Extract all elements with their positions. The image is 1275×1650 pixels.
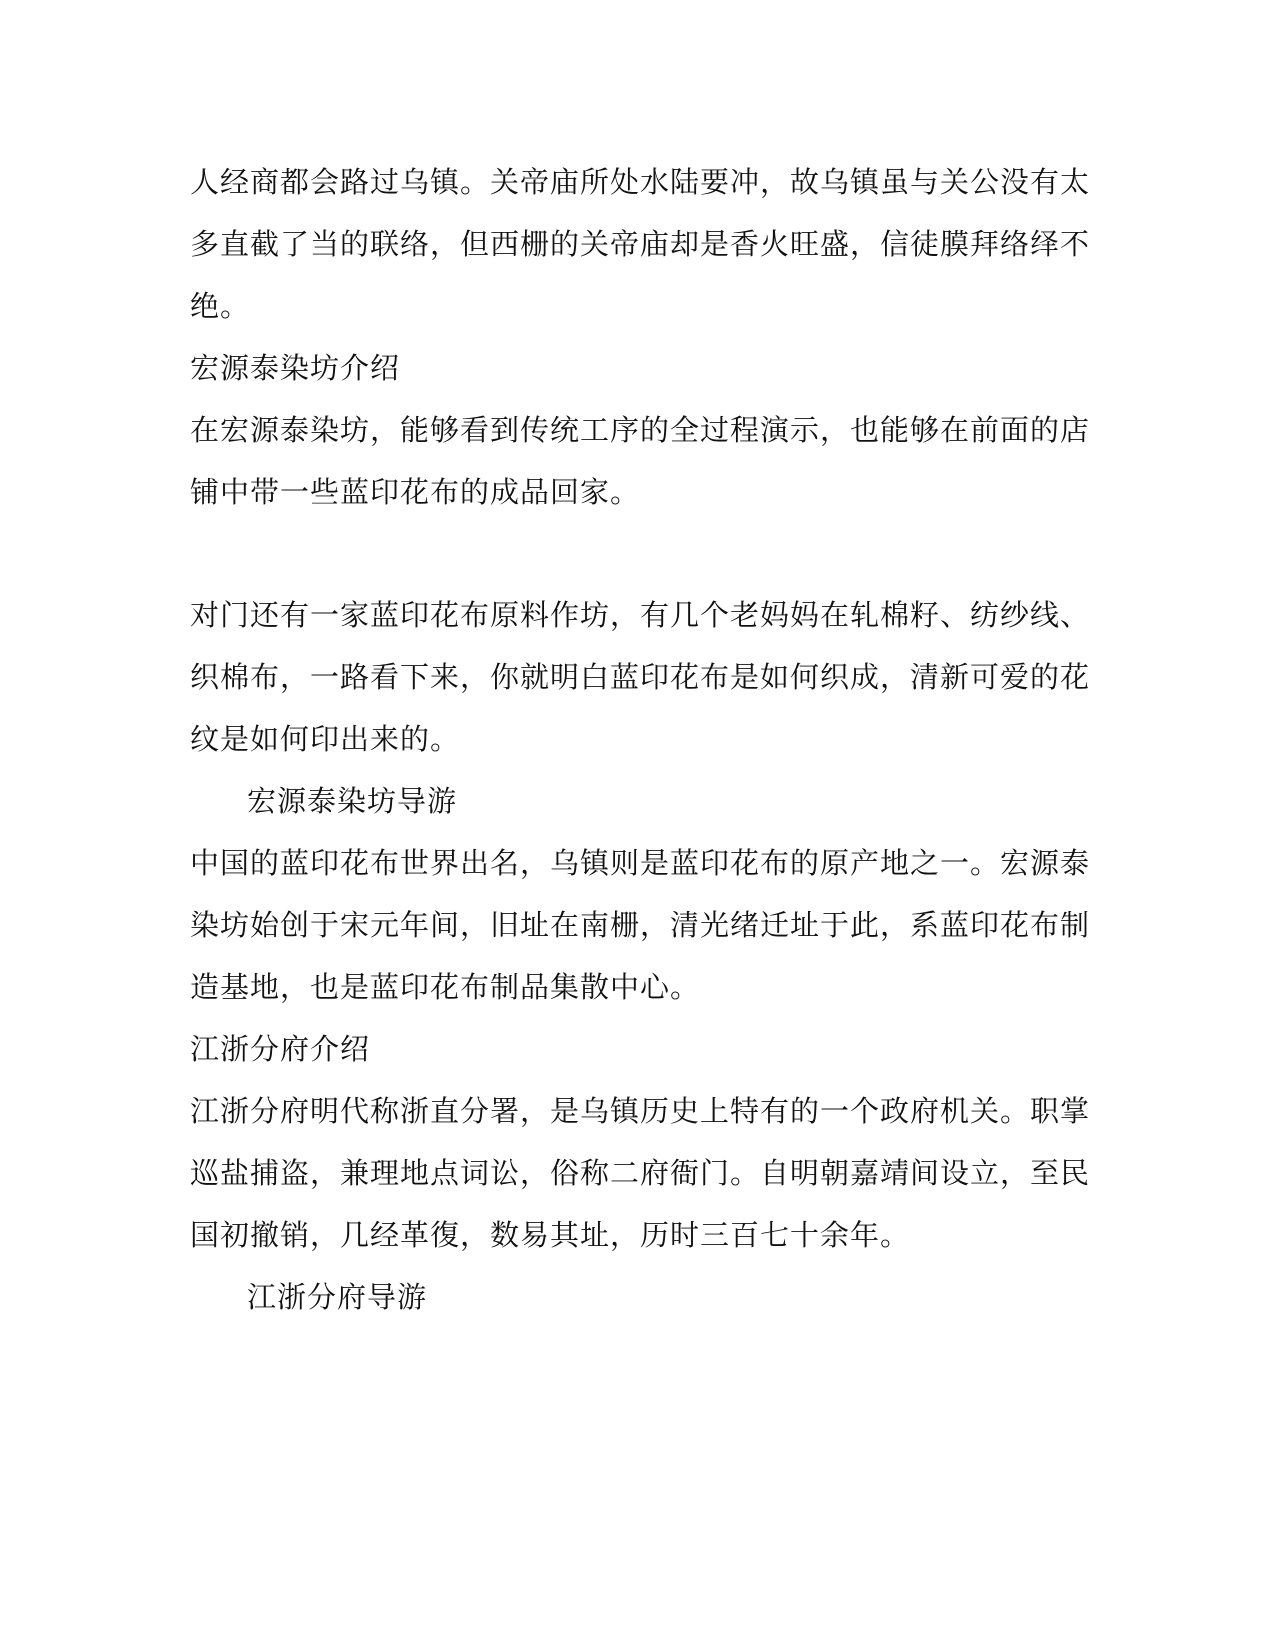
paragraph-line: 多直截了当的联络，但西栅的关帝庙却是香火旺盛，信徒膜拜络绎不 [190,227,1091,261]
paragraph-line: 造基地，也是蓝印花布制品集散中心。 [190,970,701,1004]
section-heading: 宏源泰染坊介绍 [190,351,401,385]
paragraph-line: 铺中带一些蓝印花布的成品回家。 [190,475,641,509]
paragraph-line: 国初撤销，几经革復，数易其址，历时三百七十余年。 [190,1218,911,1252]
paragraph-line: 纹是如何印出来的。 [190,722,461,756]
section-heading: 宏源泰染坊导游 [247,784,458,818]
paragraph-line: 人经商都会路过乌镇。关帝庙所处水陆要冲，故乌镇虽与关公没有太 [190,165,1091,199]
paragraph-line: 染坊始创于宋元年间，旧址在南栅，清光绪迁址于此，系蓝印花布制 [190,908,1091,942]
paragraph-line: 绝。 [190,289,251,323]
paragraph-line: 巡盐捕盗，兼理地点词讼，俗称二府衙门。自明朝嘉靖间设立，至民 [190,1156,1091,1190]
paragraph-line: 织棉布，一路看下来，你就明白蓝印花布是如何织成，清新可爱的花 [190,660,1091,694]
paragraph-line: 对门还有一家蓝印花布原料作坊，有几个老妈妈在轧棉籽、纺纱线、 [190,598,1091,632]
paragraph-line: 在宏源泰染坊，能够看到传统工序的全过程演示，也能够在前面的店 [190,413,1091,447]
section-heading: 江浙分府介绍 [190,1032,371,1066]
section-heading: 江浙分府导游 [247,1280,428,1314]
paragraph-line: 江浙分府明代称浙直分署，是乌镇历史上特有的一个政府机关。职掌 [190,1094,1091,1128]
paragraph-line: 中国的蓝印花布世界出名，乌镇则是蓝印花布的原产地之一。宏源泰 [190,846,1091,880]
